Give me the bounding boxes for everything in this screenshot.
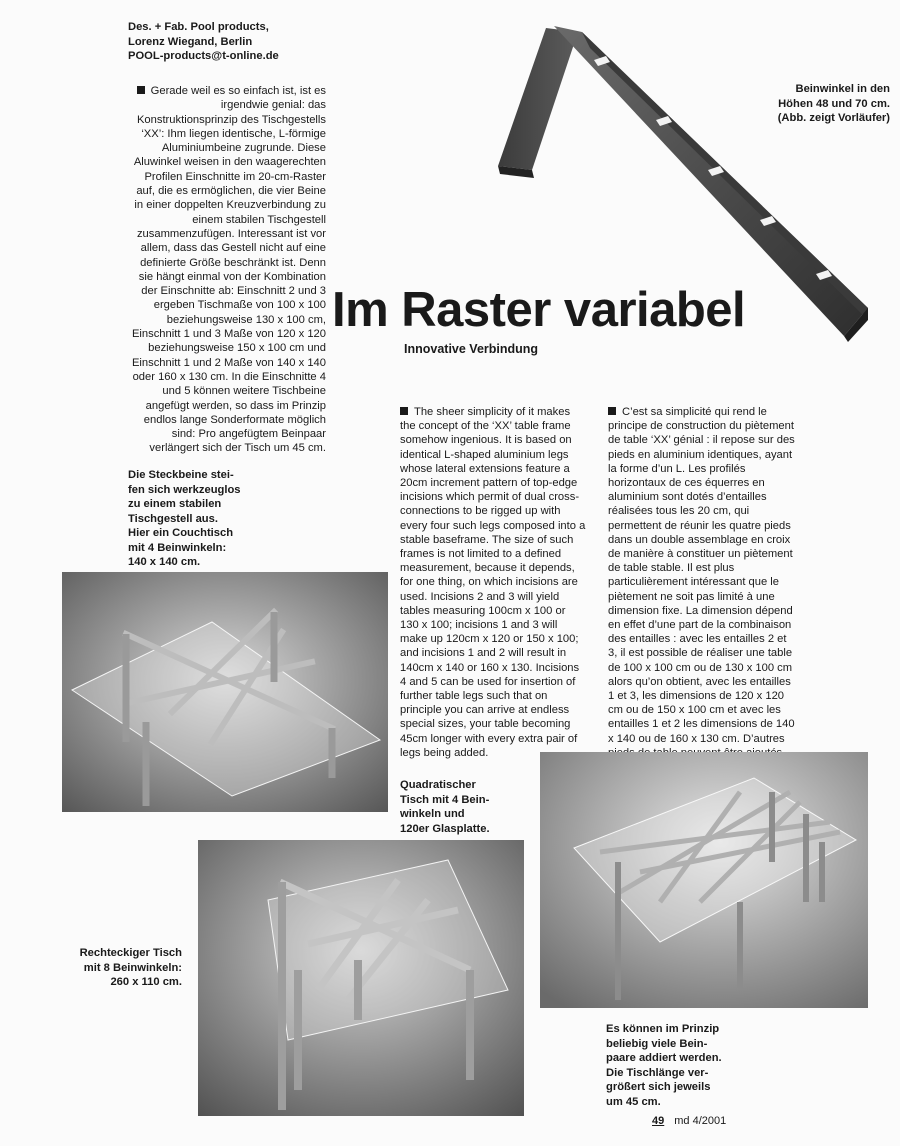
article-title: Im Raster variabel [332,283,746,337]
french-paragraph: C’est sa simplicité qui rend le principe de construction du piètement de table ‘XX’ génial : il repose sur des pieds en aluminium identiques, ayant la forme d’un L. Les profilés horizontaux de ces équerres en aluminium sont dotés d’entailles réalisées tous les 20 cm, qui permettent de réunir les quatre pieds dans un double assemblage en croix de manière à constituer un piètement de table stable. Il est plus particulièrement intéressant que le piètement ne soit pas limité à une dimension fixe. La dimension dépend en effet d’une part de la combinaison des entailles : avec les entailles 2 et 3, il est possible de réaliser une table de 100 x 100 cm ou de 130 x 100 cm alors qu’on obtient, avec les entailles 1 et 3, les dimensions de 120 x 120 cm ou de 150 x 100 cm et avec les entailles 1 et 2 les dimensions de 140 x 140 ou de 160 x 130 cm. D’autres [608,406,795,745]
caption-line: 260 x 110 cm. [110,976,182,988]
caption-line: (Abb. zeigt Vorläufer) [777,112,890,124]
long-table-photo [540,752,868,1008]
caption-prinzip [606,1022,766,1109]
english-paragraph: The sheer simplicity of it makes the concept of the ‘XX’ table frame somehow ingenious. It is based on identical L-shaped aluminium legs whose lateral extensions feature a 20cm increment pattern of top-edge incisions which permit of dual cross-connections to be rigged up with every four such legs composed into a stable baseframe. The size of such frames is not limited to a defined measurement, because it depends, for one thing, on which incisions are used. Incisions 2 and 3 will yield tables measuring 100cm x 100 or 130 x 100; incisions 1 and 3 will make up 120cm x 120 or 150 x 100; and incisions 1 and 2 will result in 140cm x 140 or 160 x 130. Incisions 4 and 5 can be used for insertion of further table legs such that on principle you can arrive at endless special sizes, your table becoming 45cm longer with every extra pair of legs being added. [400,406,586,759]
designer-credit [128,20,348,64]
caption-line: Höhen 48 und 70 cm. [778,97,890,110]
caption-line: Es können im Prinzip [606,1023,720,1035]
caption-quadratisch [400,778,530,836]
caption-line: Beinwinkel in den [795,83,890,95]
square-table-photo [198,840,524,1116]
caption-line: zu einem stabilen [128,498,222,510]
french-body-text [608,405,798,760]
credit-email: POOL-products@t-online.de [128,50,279,62]
caption-line: mit 4 Beinwinkeln: [128,541,227,554]
issue-label: md 4/2001 [674,1115,727,1127]
caption-line: Quadratischer [400,779,476,791]
caption-line: größert sich jeweils [606,1081,711,1093]
couch-table-photo [62,572,388,812]
caption-line: 120er Glasplatte. [400,822,490,835]
caption-line: Tischgestell aus. [128,512,218,525]
caption-line: um 45 cm. [606,1095,661,1108]
caption-line: winkeln und [400,808,465,820]
caption-line: beliebig viele Bein- [606,1037,708,1050]
caption-line: paare addiert werden. [606,1052,722,1064]
bullet-square-icon [400,407,408,415]
caption-line: Die Tischlänge ver- [606,1066,709,1079]
caption-line: Die Steckbeine stei- [128,469,234,481]
caption-line: Hier ein Couchtisch [128,527,234,539]
bullet-square-icon [608,407,616,415]
caption-line: Rechteckiger Tisch [79,947,182,959]
caption-rechteckig [40,946,182,990]
english-body-text [400,405,586,760]
article-subtitle: Innovative Verbindung [404,342,539,356]
german-body-text [128,84,326,456]
caption-line: fen sich werkzeuglos [128,483,241,496]
german-paragraph: Gerade weil es so einfach ist, ist es irgendwie genial: das Konstruktionsprinzip des Tischgestells ‘XX’: Ihm liegen identische, L-förmige Aluminiumbeine zugrunde. Diese Aluwinkel weisen in den waagerechten Profilen Einschnitte im 20-cm-Raster auf, die es ermöglichen, die vier Beine in einer doppelten Kreuzverbindung zu einem stabilen Tischgestell zusammenzufügen. Interessant ist vor allem, dass das Gestell nicht auf eine definierte Größe beschränkt ist. Denn sie hängt einmal von der Kombination der Einschnitte ab: Einschnitt 2 und 3 ergeben Tischmaße von 100 x 100 beziehungsweise 130 x 100 cm, Einschnitt 1 und 3 Maße von 120 x 120 beziehungsweise 150 x 100 cm und Einschnitt 1 und 2 Maße von 140 x 140 oder 160 x 130 cm. In die Einschnitte 4 und 5 können weitere Tischbeine angefügt werden, so dass im Prinzip endlos lange Sonderformate möglich sind: Pro angefügtem Beinpaar verlängert sich der Tisch um 45 cm. [131,85,326,455]
caption-line: mit 8 Beinwinkeln: [83,961,182,974]
page-footer [652,1115,726,1127]
credit-line: Des. + Fab. Pool products, [128,21,269,33]
credit-line: Lorenz Wiegand, Berlin [128,35,253,48]
bullet-square-icon [137,86,145,94]
caption-line: Tisch mit 4 Bein- [400,793,490,806]
caption-steckbeine [128,468,328,570]
page-number: 49 [652,1115,665,1127]
caption-beinwinkel [740,82,890,126]
caption-line: 140 x 140 cm. [128,556,201,568]
